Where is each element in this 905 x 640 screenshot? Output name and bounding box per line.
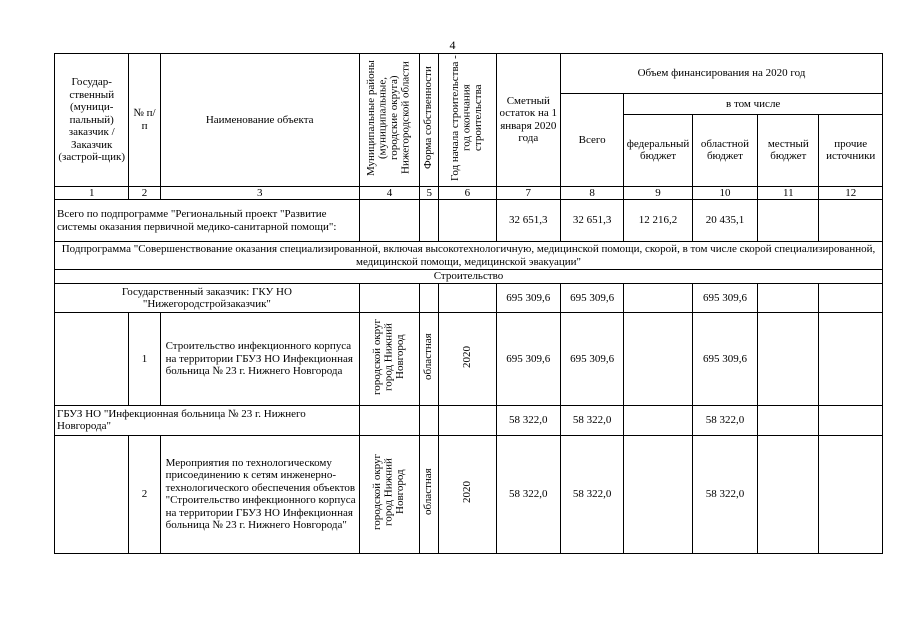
empty-cell (624, 313, 692, 406)
item-ownership-text: областная (422, 468, 435, 516)
item-number: 1 (129, 313, 160, 406)
item-municipality-text: городской округ город Нижний Новгород (371, 318, 407, 396)
total-row-label: Всего по подпрограмме "Региональный проект "Развитие системы оказания первичной медико-санитарной помощи": (55, 200, 360, 242)
header-ownership-text: Форма собственности (422, 66, 435, 170)
empty-cell (758, 405, 819, 435)
col-number: 5 (420, 186, 439, 200)
col-number: 11 (758, 186, 819, 200)
col-number: 6 (439, 186, 496, 200)
empty-cell (819, 284, 883, 313)
item-municipality-text: городской округ город Нижний Новгород (371, 454, 407, 531)
item-ownership-text: областная (422, 333, 435, 381)
customer-row-label: ГБУЗ НО "Инфекционная больница № 23 г. Нижнего Новгорода" (55, 405, 360, 435)
empty-cell (819, 313, 883, 406)
empty-cell (624, 405, 692, 435)
empty-cell (819, 200, 883, 242)
col-number: 2 (129, 186, 160, 200)
header-municipality (359, 54, 419, 187)
empty-cell (359, 405, 419, 435)
item-total: 58 322,0 (560, 435, 623, 553)
empty-cell (359, 284, 419, 313)
item-regional: 58 322,0 (692, 435, 757, 553)
item-number: 2 (129, 435, 160, 553)
header-num: № п/п (129, 54, 160, 187)
header-customer: Государ-ственный (муници-пальный) заказчик /Заказчик (застрой-щик) (55, 54, 129, 187)
subprogram-title: Подпрограмма "Совершенствование оказания специализированной, включая высокотехнологичную, медицинской помощи, скорой, в том числе скорой специализированной, медицинской помощи, медицинской эвакуации" (55, 242, 883, 270)
item-name: Строительство инфекционного корпуса на территории ГБУЗ НО Инфекционная больница № 23 г. Нижнего Новгорода (160, 313, 359, 406)
total-row-total: 32 651,3 (560, 200, 623, 242)
customer-row-total: 695 309,6 (560, 284, 623, 313)
financing-table (54, 53, 883, 554)
item-municipality (359, 435, 419, 553)
header-balance: Сметный остаток на 1 января 2020 года (496, 54, 560, 187)
header-total: Всего (560, 94, 623, 187)
item-total: 695 309,6 (560, 313, 623, 406)
item-year-text: 2020 (460, 346, 473, 368)
empty-cell (758, 284, 819, 313)
empty-cell (624, 284, 692, 313)
empty-cell (420, 200, 439, 242)
customer-row-label: Государственный заказчик: ГКУ НО "Нижегородстройзаказчик" (55, 284, 360, 313)
header-municipality-text: Муниципальные районы (муниципальные, городские округа) Нижегородской области (365, 60, 412, 176)
col-number: 10 (692, 186, 757, 200)
empty-cell (439, 200, 496, 242)
item-ownership (420, 313, 439, 406)
page-number: 4 (449, 38, 456, 52)
item-ownership (420, 435, 439, 553)
item-municipality (359, 313, 419, 406)
item-balance: 695 309,6 (496, 313, 560, 406)
col-number: 7 (496, 186, 560, 200)
empty-cell (819, 435, 883, 553)
item-year (439, 435, 496, 553)
header-local: местный бюджет (758, 114, 819, 186)
empty-cell (439, 405, 496, 435)
header-years (439, 54, 496, 187)
empty-cell (758, 200, 819, 242)
empty-cell (819, 405, 883, 435)
col-number: 1 (55, 186, 129, 200)
header-regional: областной бюджет (692, 114, 757, 186)
empty-cell (439, 284, 496, 313)
header-years-text: Год начала строительства - год окончания строительства (449, 55, 485, 181)
customer-row-regional: 695 309,6 (692, 284, 757, 313)
col-number: 4 (359, 186, 419, 200)
item-balance: 58 322,0 (496, 435, 560, 553)
item-year-text: 2020 (460, 481, 473, 504)
empty-cell (420, 284, 439, 313)
empty-cell (359, 200, 419, 242)
empty-cell (758, 313, 819, 406)
col-number: 12 (819, 186, 883, 200)
col-number: 9 (624, 186, 692, 200)
item-name: Мероприятия по технологическому присоединению к сетям инженерно-технологического обеспечения объектов "Строительство инфекционного корпуса на территории ГБУЗ НО Инфекционная больница № 23 г. Нижнего Новгорода" (160, 435, 359, 553)
total-row-regional: 20 435,1 (692, 200, 757, 242)
customer-row-balance: 695 309,6 (496, 284, 560, 313)
customer-row-total: 58 322,0 (560, 405, 623, 435)
empty-cell (624, 435, 692, 553)
empty-cell (758, 435, 819, 553)
col-number: 8 (560, 186, 623, 200)
empty-cell (55, 313, 129, 406)
header-object-name: Наименование объекта (160, 54, 359, 187)
customer-row-regional: 58 322,0 (692, 405, 757, 435)
customer-row-balance: 58 322,0 (496, 405, 560, 435)
header-other: прочие источники (819, 114, 883, 186)
header-including: в том числе (624, 94, 883, 115)
item-regional: 695 309,6 (692, 313, 757, 406)
header-funding: Объем финансирования на 2020 год (560, 54, 882, 94)
header-ownership (420, 54, 439, 187)
header-federal: федеральный бюджет (624, 114, 692, 186)
item-year (439, 313, 496, 406)
col-number: 3 (160, 186, 359, 200)
section-title: Строительство (55, 270, 883, 284)
total-row-balance: 32 651,3 (496, 200, 560, 242)
empty-cell (420, 405, 439, 435)
total-row-federal: 12 216,2 (624, 200, 692, 242)
empty-cell (55, 435, 129, 553)
